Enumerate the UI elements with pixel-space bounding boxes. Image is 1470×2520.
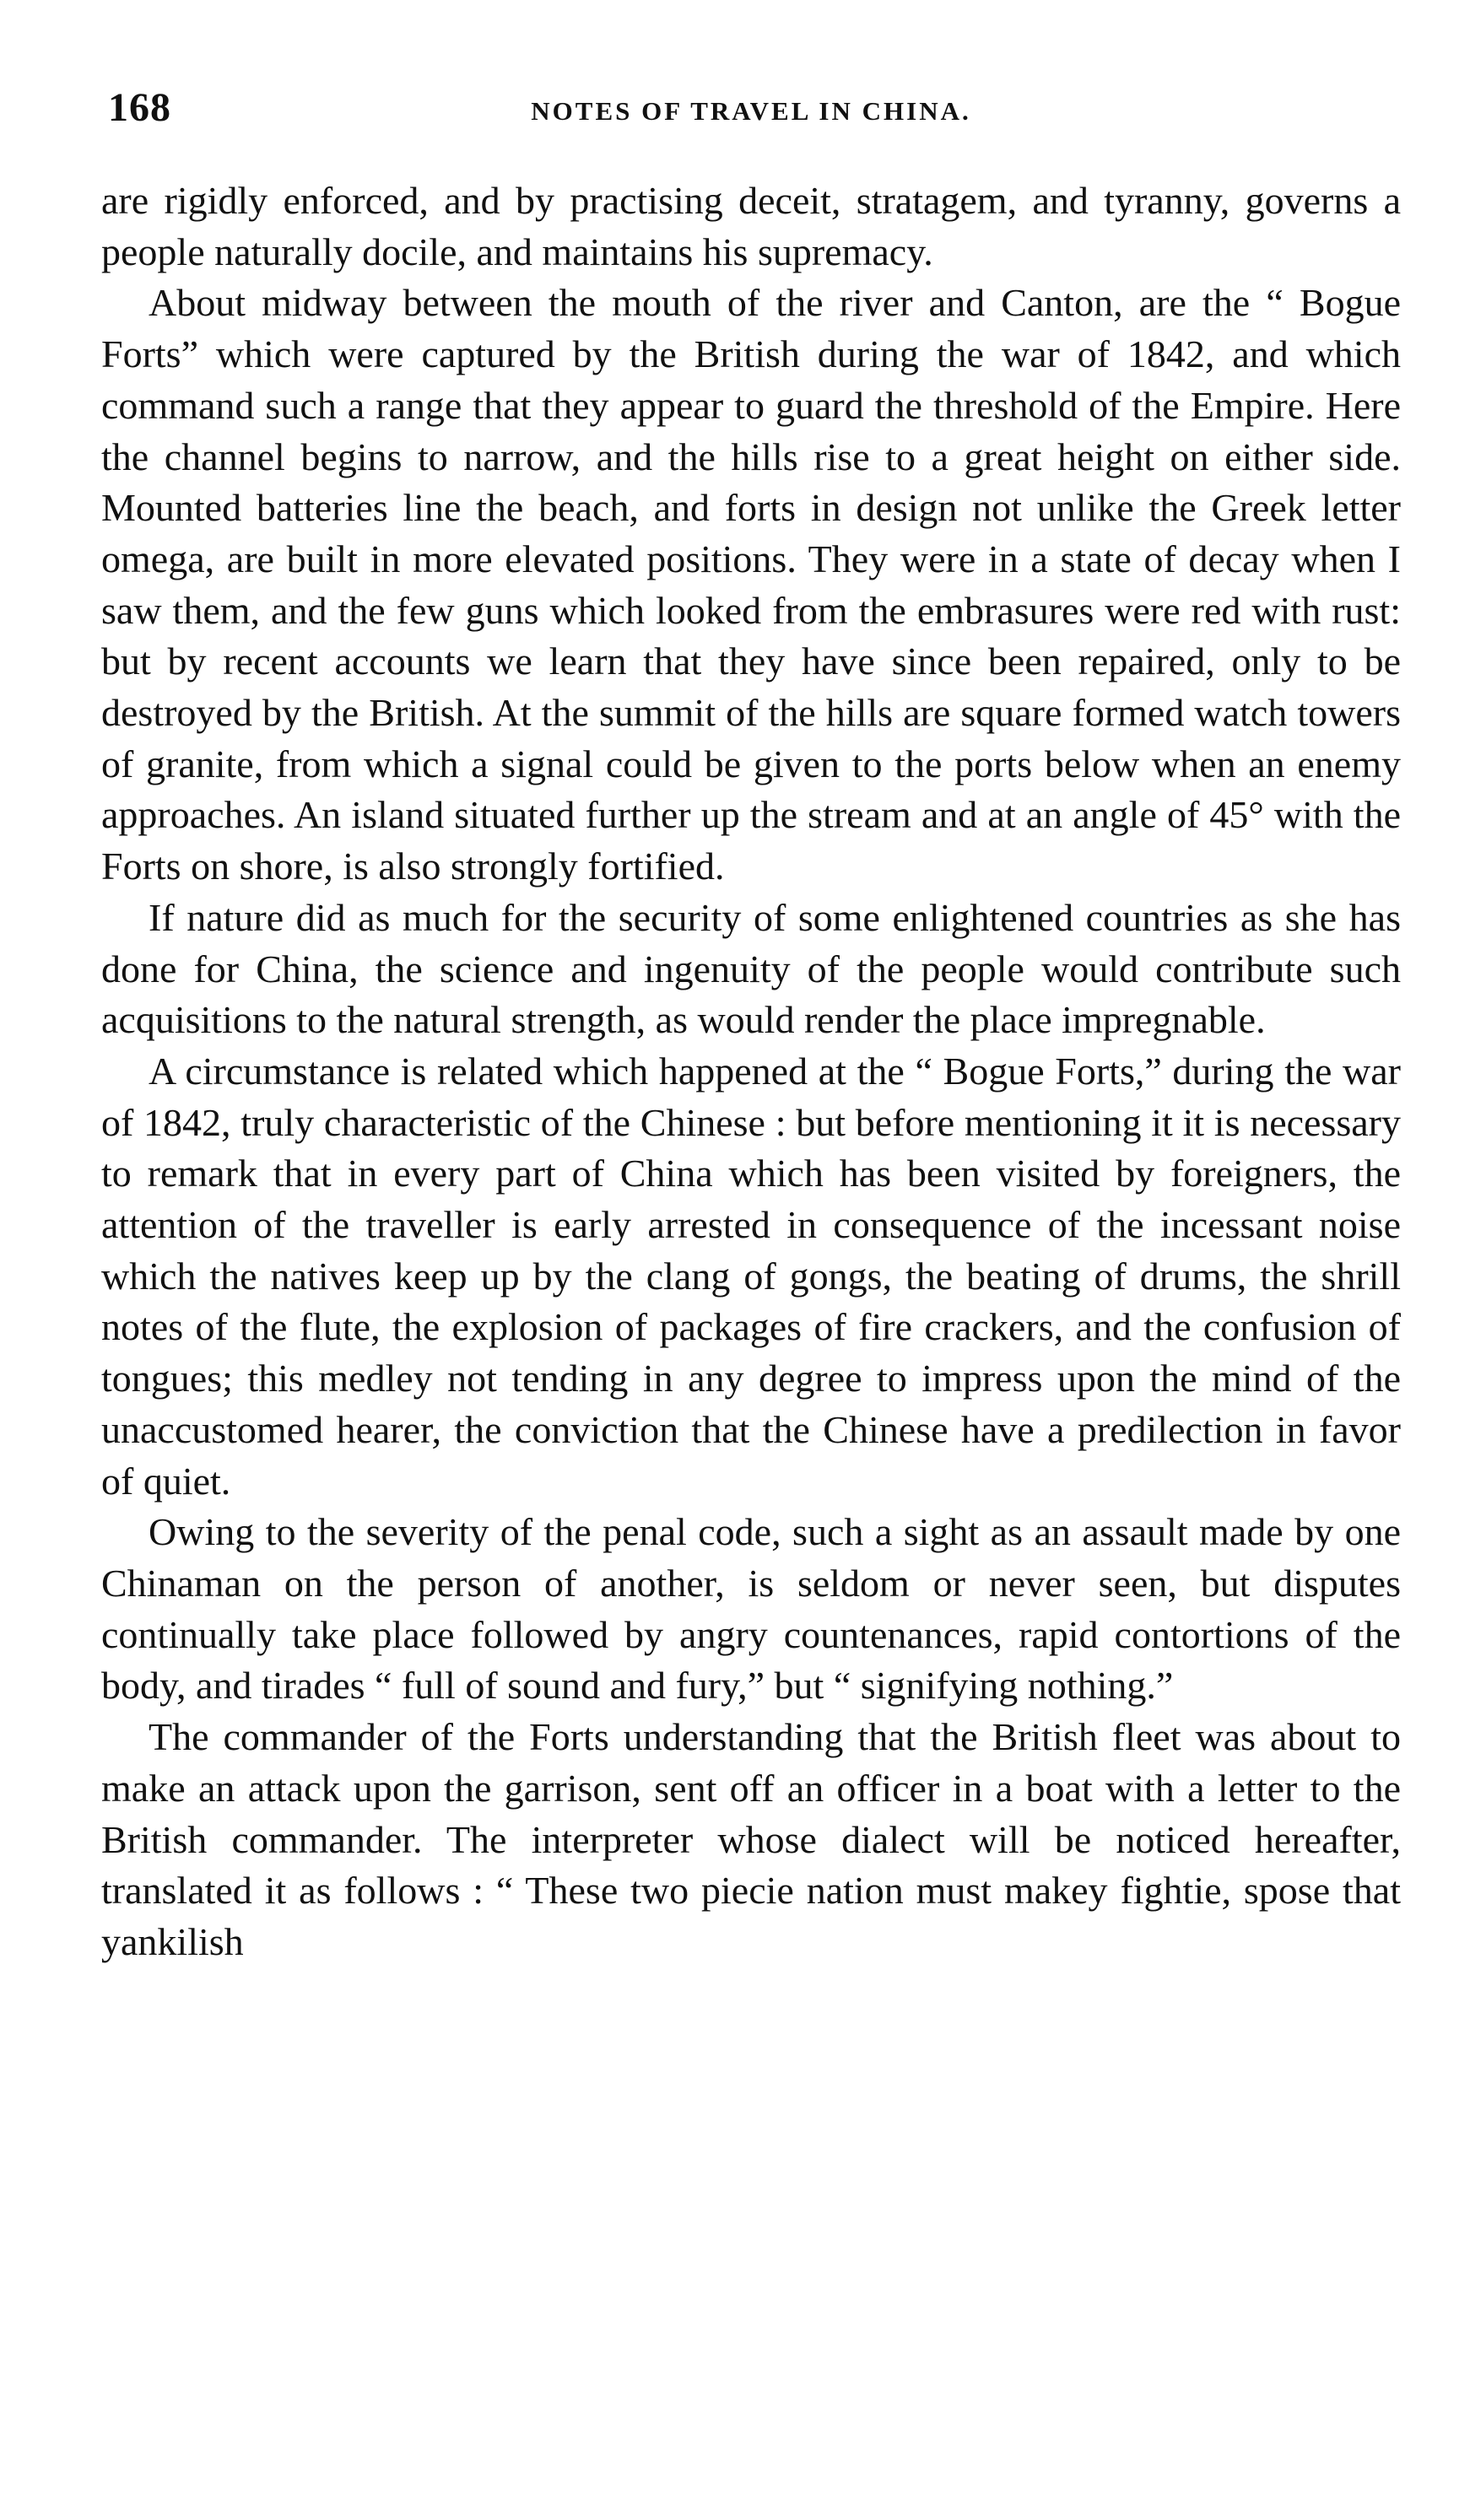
body-text bbox=[101, 175, 1401, 1968]
paragraph-bogue-forts: About midway between the mouth of the river and Canton, are the “ Bogue Forts” which were captured by the British during the war of 1842, and which command such a range that they appear to guard the threshold of the Empire. Here the channel begins to narrow, and the hills rise to a great height on either side. Mounted batteries line the beach, and forts in design not unlike the Greek letter omega, are built in more elevated positions. They were in a state of decay when I saw them, and the few guns which looked from the embrasures were red with rust: but by recent accounts we learn that they have since been repaired, only to be destroyed by the British. At the summit of the hills are square formed watch towers of granite, from which a signal could be given to the ports below when an enemy approaches. An island situated further up the stream and at an angle of 45° with the Forts on shore, is also strongly fortified. bbox=[101, 281, 1401, 888]
page-number: 168 bbox=[108, 85, 171, 130]
paragraph-commander-letter: The commander of the Forts understanding that the British fleet was about to make an attack upon the garrison, sent off an officer in a boat with a letter to the British commander. The interpreter whose dialect will be noticed hereafter, translated it as follows : “ These two piecie nation must makey fightie, spose that yankilish bbox=[101, 1715, 1401, 1963]
paragraph-continuation: are rigidly enforced, and by practising deceit, stratagem, and tyranny, governs a people naturally docile, and maintains his supremacy. bbox=[101, 179, 1401, 273]
paragraph-nature-security: If nature did as much for the security of some enlightened countries as she has done for China, the science and ingenuity of the people would contribute such acquisitions to the natural strength, as would render the place impregnable. bbox=[101, 895, 1401, 1042]
page-header bbox=[101, 84, 1401, 143]
running-head: NOTES OF TRAVEL IN CHINA. bbox=[531, 96, 971, 126]
paragraph-circumstance: A circumstance is related which happened at the “ Bogue Forts,” during the war of 1842, truly characteristic of the Chinese : but before mentioning it it is necessary to remark that in every part of China which has been visited by foreigners, the attention of the traveller is early arrested in consequence of the incessant noise which the natives keep up by the clang of gongs, the beating of drums, the shrill notes of the flute, the explosion of packages of fire crackers, and the confusion of tongues; this medley not tending in any degree to impress upon the mind of the unaccustomed hearer, the conviction that the Chinese have a predilection in favor of quiet. bbox=[101, 1049, 1401, 1503]
paragraph-penal-code: Owing to the severity of the penal code, such a sight as an assault made by one Chinaman on the person of another, is seldom or never seen, but disputes continually take place followed by angry countenances, rapid contortions of the body, and tirades “ full of sound and fury,” but “ signifying nothing.” bbox=[101, 1510, 1401, 1708]
